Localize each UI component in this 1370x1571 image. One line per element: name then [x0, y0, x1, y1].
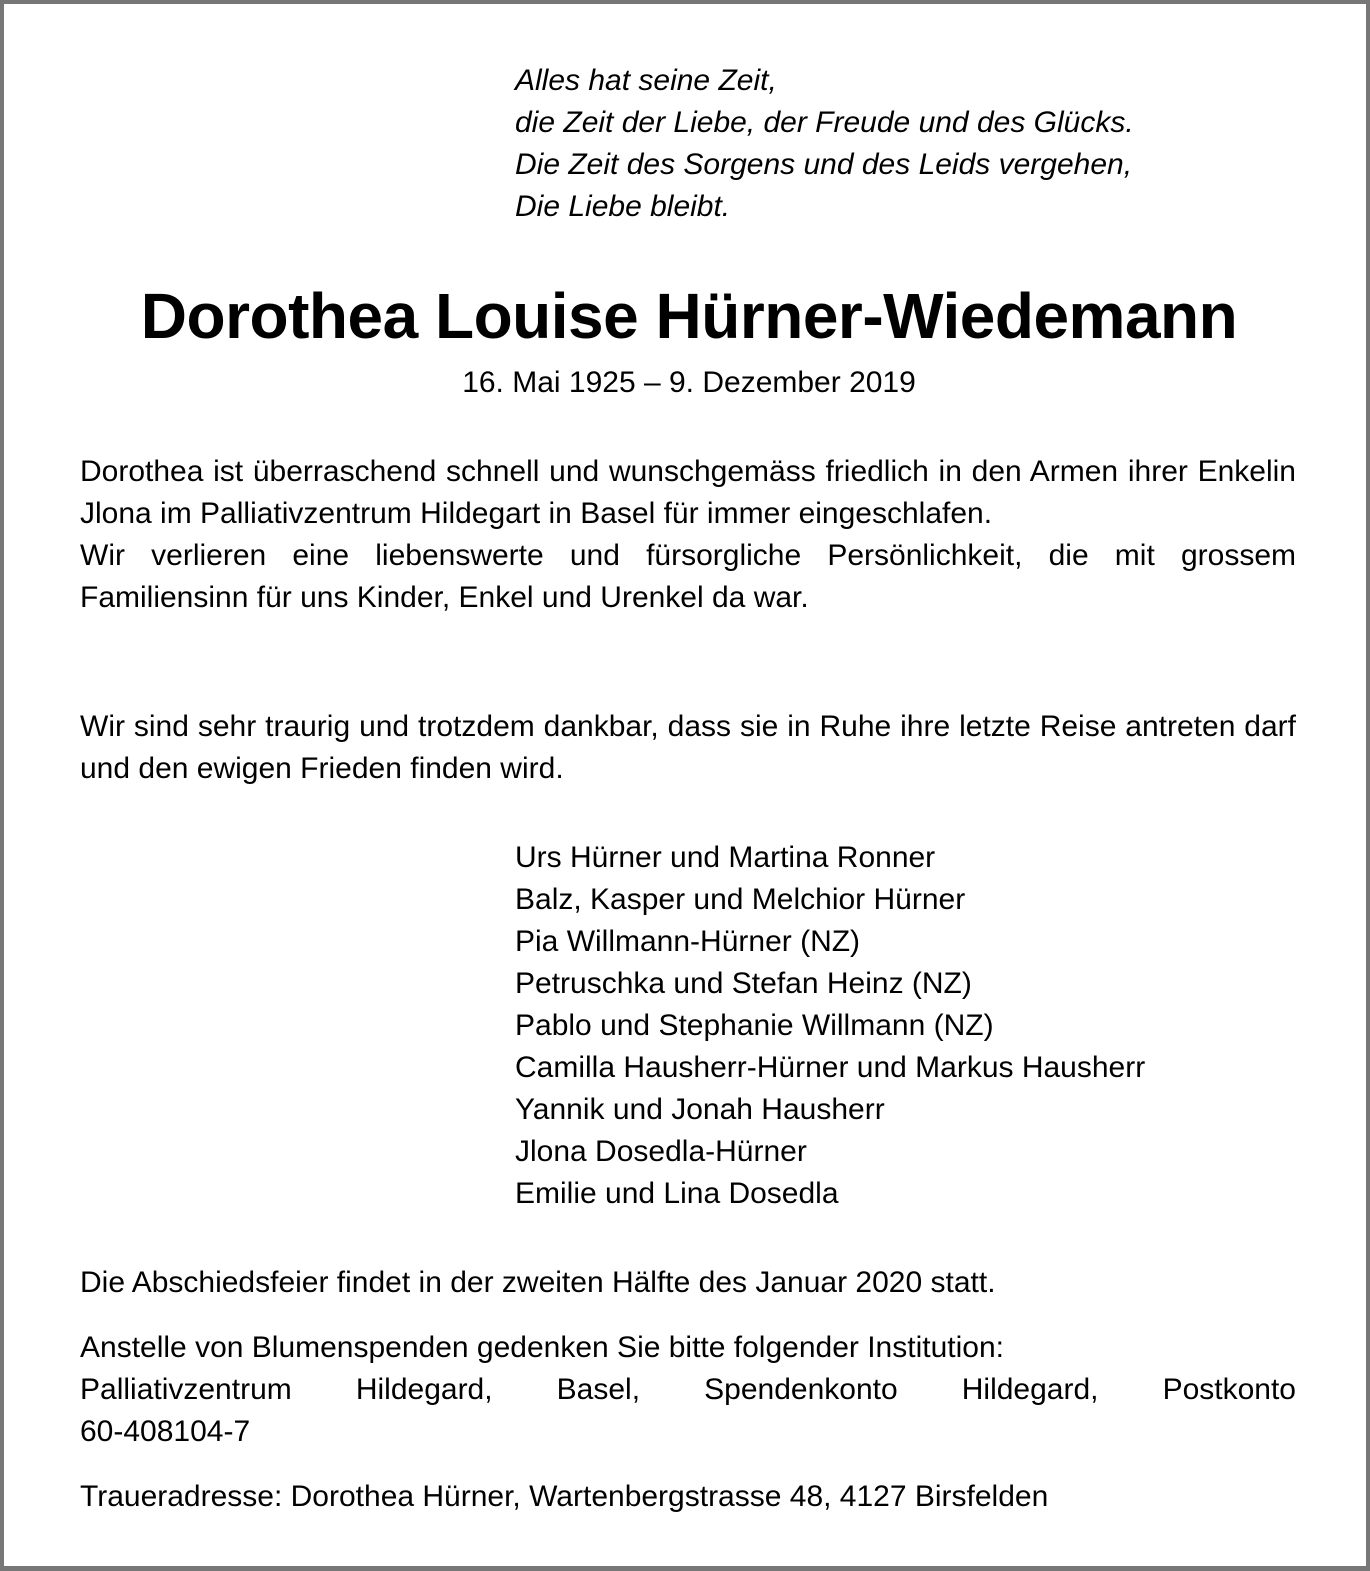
- mourner-entry: Urs Hürner und Martina Ronner: [515, 841, 936, 874]
- ceremony-notice: [80, 1262, 1296, 1304]
- mourner-entry: Jlona Dosedla-Hürner: [515, 1135, 807, 1168]
- life-dates: 16. Mai 1925 – 9. Dezember 2019: [462, 366, 916, 399]
- mourner-entry: Camilla Hausherr-Hürner und Markus Hausherr: [515, 1051, 1146, 1084]
- motto-line: Alles hat seine Zeit,: [515, 64, 777, 97]
- ceremony-text: Die Abschiedsfeier findet in der zweiten Hälfte des Januar 2020 statt.: [80, 1266, 996, 1299]
- mourner-entry: Pablo und Stephanie Willmann (NZ): [515, 1009, 994, 1042]
- donation-notice: [80, 1327, 1296, 1453]
- deceased-name: Dorothea Louise Hürner-Wiedemann: [140, 280, 1238, 352]
- motto-line: die Zeit der Liebe, der Freude und des Glücks.: [515, 106, 1134, 139]
- announcement-paragraph: [80, 451, 1296, 619]
- mourners-list: [515, 837, 1145, 1215]
- mourning-address-text: Traueradresse: Dorothea Hürner, Wartenbergstrasse 48, 4127 Birsfelden: [80, 1480, 1049, 1513]
- motto-verse: [515, 60, 1134, 228]
- donation-intro: Anstelle von Blumenspenden gedenken Sie bitte folgender Institution:: [80, 1331, 1004, 1364]
- gratitude-paragraph: [80, 706, 1296, 790]
- gratitude-text: Wir sind sehr traurig und trotzdem dankbar, dass sie in Ruhe ihre letzte Reise antreten darf und den ewigen Frieden finden wird.: [80, 710, 1296, 785]
- mourner-entry: Emilie und Lina Dosedla: [515, 1177, 839, 1210]
- announcement-text: Wir verlieren eine liebenswerte und fürsorgliche Persönlichkeit, die mit grossem Familiensinn für uns Kinder, Enkel und Urenkel da war.: [80, 539, 1296, 614]
- mourner-entry: Yannik und Jonah Hausherr: [515, 1093, 885, 1126]
- mourner-entry: Pia Willmann-Hürner (NZ): [515, 925, 861, 958]
- donation-account: 60-408104-7: [80, 1415, 251, 1448]
- mourner-entry: Petruschka und Stefan Heinz (NZ): [515, 967, 972, 1000]
- motto-line: Die Zeit des Sorgens und des Leids vergehen,: [515, 148, 1133, 181]
- mourning-address: [80, 1476, 1296, 1518]
- announcement-text: Dorothea ist überraschend schnell und wunschgemäss friedlich in den Armen ihrer Enkelin Jlona im Palliativzentrum Hildegart in Basel für immer eingeschlafen.: [80, 455, 1296, 530]
- mourner-entry: Balz, Kasper und Melchior Hürner: [515, 883, 966, 916]
- donation-institution: Palliativzentrum Hildegard, Basel, Spendenkonto Hildegard, Postkonto: [80, 1373, 1296, 1406]
- motto-line: Die Liebe bleibt.: [515, 190, 731, 223]
